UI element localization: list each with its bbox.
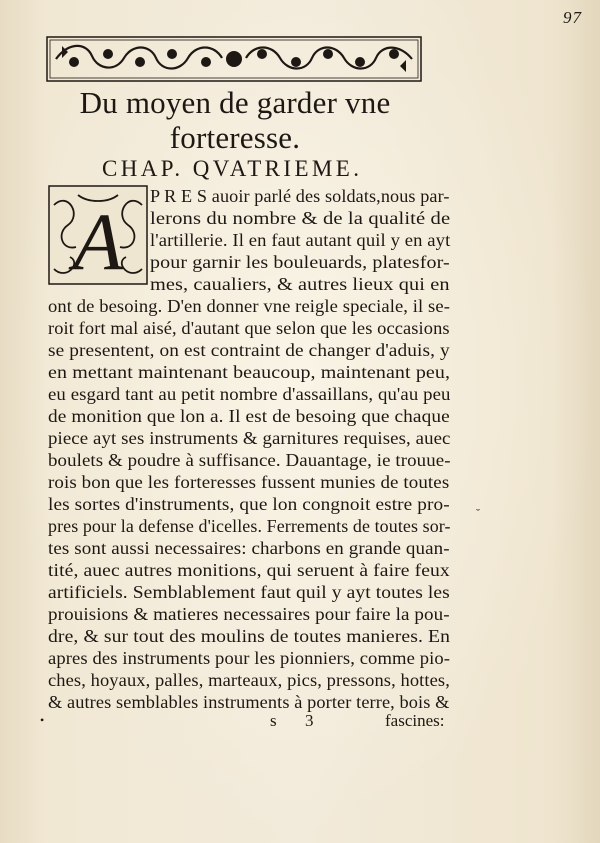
text-line-14: rois bon que les forteresses fussent munies de toutes xyxy=(48,472,450,492)
text-line-21: dre, & sur tout des moulins de toutes manieres. En xyxy=(48,626,451,646)
text-line-19: artificiels. Semblablement faut quil y ayt toutes les xyxy=(48,582,450,602)
text-line-18: tité, auec autres monitions, qui seruent à faire feux xyxy=(48,560,450,580)
signature-number: 3 xyxy=(305,711,314,730)
text-line-3: l'artillerie. Il en faut autant quil y en ayt xyxy=(150,230,451,250)
text-line-20: prouisions & matieres necessaires pour faire la pou- xyxy=(48,604,450,624)
text-line-22: apres des instruments pour les pionniers, comme pio- xyxy=(48,648,451,668)
text-line-5: mes, caualiers, & autres lieux qui en xyxy=(150,274,450,294)
text-line-1: P R E S auoir parlé des soldats,nous par- xyxy=(150,186,450,206)
text-line-23: ches, hoyaux, palles, marteaux, pics, pressons, hottes, xyxy=(48,670,450,690)
page-number: 97 xyxy=(563,8,582,27)
text-line-12: piece ayt ses instruments & garnitures requises, auec xyxy=(48,428,451,448)
text-line-8: se presentent, on est contraint de changer d'aduis, y xyxy=(48,340,450,360)
text-line-17: tes sont aussi necessaires: charbons en grande quan- xyxy=(48,538,450,558)
title-line-2: forteresse. xyxy=(169,120,301,155)
signature-mark: s xyxy=(270,711,277,730)
chapter-heading: CHAP. QVATRIEME. xyxy=(102,156,363,181)
text-line-24: & autres semblables instruments à porter terre, bois & xyxy=(48,692,450,712)
text-line-2: lerons du nombre & de la qualité de xyxy=(150,208,451,228)
ink-mark: ˘ xyxy=(476,506,480,520)
text-line-15: les sortes d'instruments, que lon congnoit estre pro- xyxy=(48,494,450,514)
ink-dot: • xyxy=(40,713,45,727)
text-line-4: pour garnir les bouleuards, platesfor- xyxy=(150,252,450,272)
ornamental-initial-a xyxy=(48,185,148,285)
text-line-13: boulets & poudre à suffisance. Dauantage, ie trouue- xyxy=(48,450,451,470)
svg-text:A: A xyxy=(72,196,124,285)
text-line-6: ont de besoing. D'en donner vne reigle speciale, il se- xyxy=(48,296,450,316)
text-line-9: en mettant maintenant beaucoup, maintenant peu, xyxy=(48,362,451,382)
text-line-11: de monition que lon a. Il est de besoing que chaque xyxy=(48,406,450,426)
headpiece-ornament xyxy=(46,36,422,82)
title-line-1: Du moyen de garder vne xyxy=(79,85,391,120)
text-line-10: eu esgard tant au petit nombre d'assaillans, qu'au peu xyxy=(48,384,451,404)
text-line-7: roit fort mal aisé, d'autant que selon que les occasions xyxy=(48,318,450,338)
text-line-16: pres pour la defense d'icelles. Ferrements de toutes sor- xyxy=(48,516,451,536)
catchword: fascines: xyxy=(385,711,445,730)
